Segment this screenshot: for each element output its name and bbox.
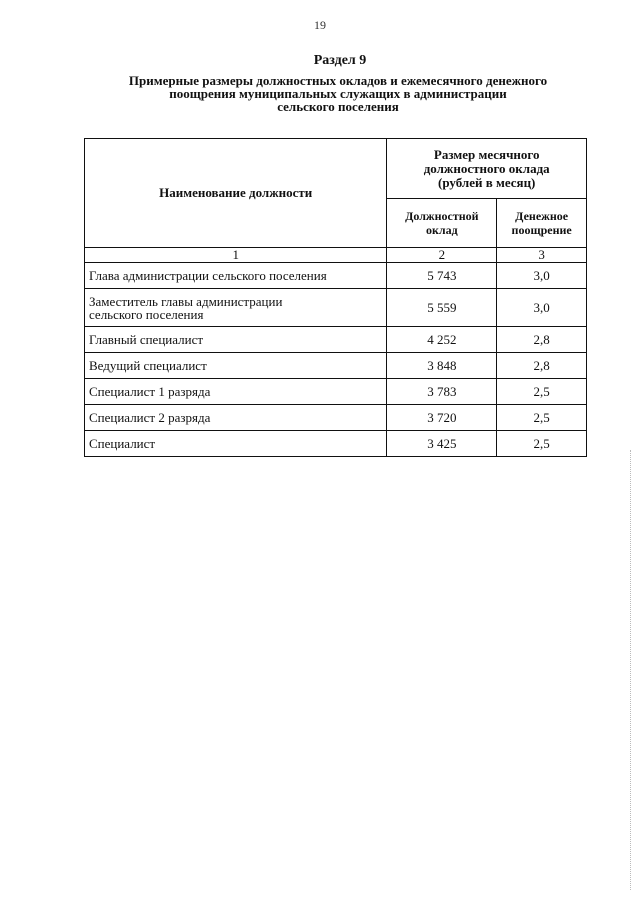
bonus-cell: 3,0 [497, 289, 587, 327]
table-row [85, 379, 587, 405]
heading-line-2: поощрения муниципальных служащих в администрации [169, 86, 507, 101]
table-row [85, 289, 587, 327]
table-row [85, 431, 587, 457]
table-row [85, 405, 587, 431]
heading-line-1: Примерные размеры должностных окладов и ежемесячного денежного [128, 73, 548, 88]
salary-cell: 5 559 [387, 289, 497, 327]
table-row [85, 353, 587, 379]
heading-line-3: сельского поселения [277, 99, 399, 114]
bonus-cell: 2,8 [497, 353, 587, 379]
salary-cell: 3 848 [387, 353, 497, 379]
position-cell [85, 263, 387, 289]
position-cell [85, 431, 387, 457]
header-bonus-line-1: Денежное [515, 209, 569, 224]
page-number: 19 [314, 18, 326, 32]
position-line: сельского поселения [89, 306, 204, 322]
table-row [85, 263, 587, 289]
bonus-cell: 2,5 [497, 379, 587, 405]
header-size-group [387, 139, 587, 199]
document-heading [88, 74, 588, 113]
salary-cell: 3 425 [387, 431, 497, 457]
column-number: 3 [497, 248, 587, 263]
header-bonus-line-2: поощрение [511, 223, 572, 238]
table-body [85, 263, 587, 457]
position-line: Заместитель главы администрации [89, 293, 283, 309]
salary-cell: 3 783 [387, 379, 497, 405]
position-cell [85, 405, 387, 431]
header-size-line-3: (рублей в месяц) [438, 174, 536, 190]
position-cell [85, 327, 387, 353]
header-bonus [497, 199, 587, 248]
column-number-row [85, 248, 587, 263]
header-salary-line-1: Должностной [405, 209, 479, 224]
bonus-cell: 2,5 [497, 431, 587, 457]
header-size-line-2: должностного оклада [423, 160, 550, 176]
salary-table [84, 138, 587, 457]
bonus-cell: 2,8 [497, 327, 587, 353]
header-salary [387, 199, 497, 248]
salary-cell: 3 720 [387, 405, 497, 431]
header-position: Наименование должности [85, 139, 387, 248]
column-number: 1 [85, 248, 387, 263]
position-cell [85, 289, 387, 327]
position-line: Специалист 1 разряда [89, 384, 211, 399]
header-row [85, 139, 587, 199]
position-line: Глава администрации сельского поселения [89, 268, 327, 283]
salary-cell: 5 743 [387, 263, 497, 289]
position-line: Главный специалист [89, 332, 204, 347]
section-title: Раздел 9 [313, 53, 367, 68]
position-cell [85, 379, 387, 405]
salary-cell: 4 252 [387, 327, 497, 353]
header-size-line-1: Размер месячного [433, 146, 540, 162]
position-cell [85, 353, 387, 379]
position-line: Ведущий специалист [89, 358, 207, 373]
header-salary-line-2: оклад [425, 223, 458, 238]
position-line: Специалист [89, 436, 156, 451]
column-number: 2 [387, 248, 497, 263]
table-row [85, 327, 587, 353]
scan-edge-line [630, 450, 632, 890]
bonus-cell: 2,5 [497, 405, 587, 431]
bonus-cell: 3,0 [497, 263, 587, 289]
position-line: Специалист 2 разряда [89, 410, 211, 425]
